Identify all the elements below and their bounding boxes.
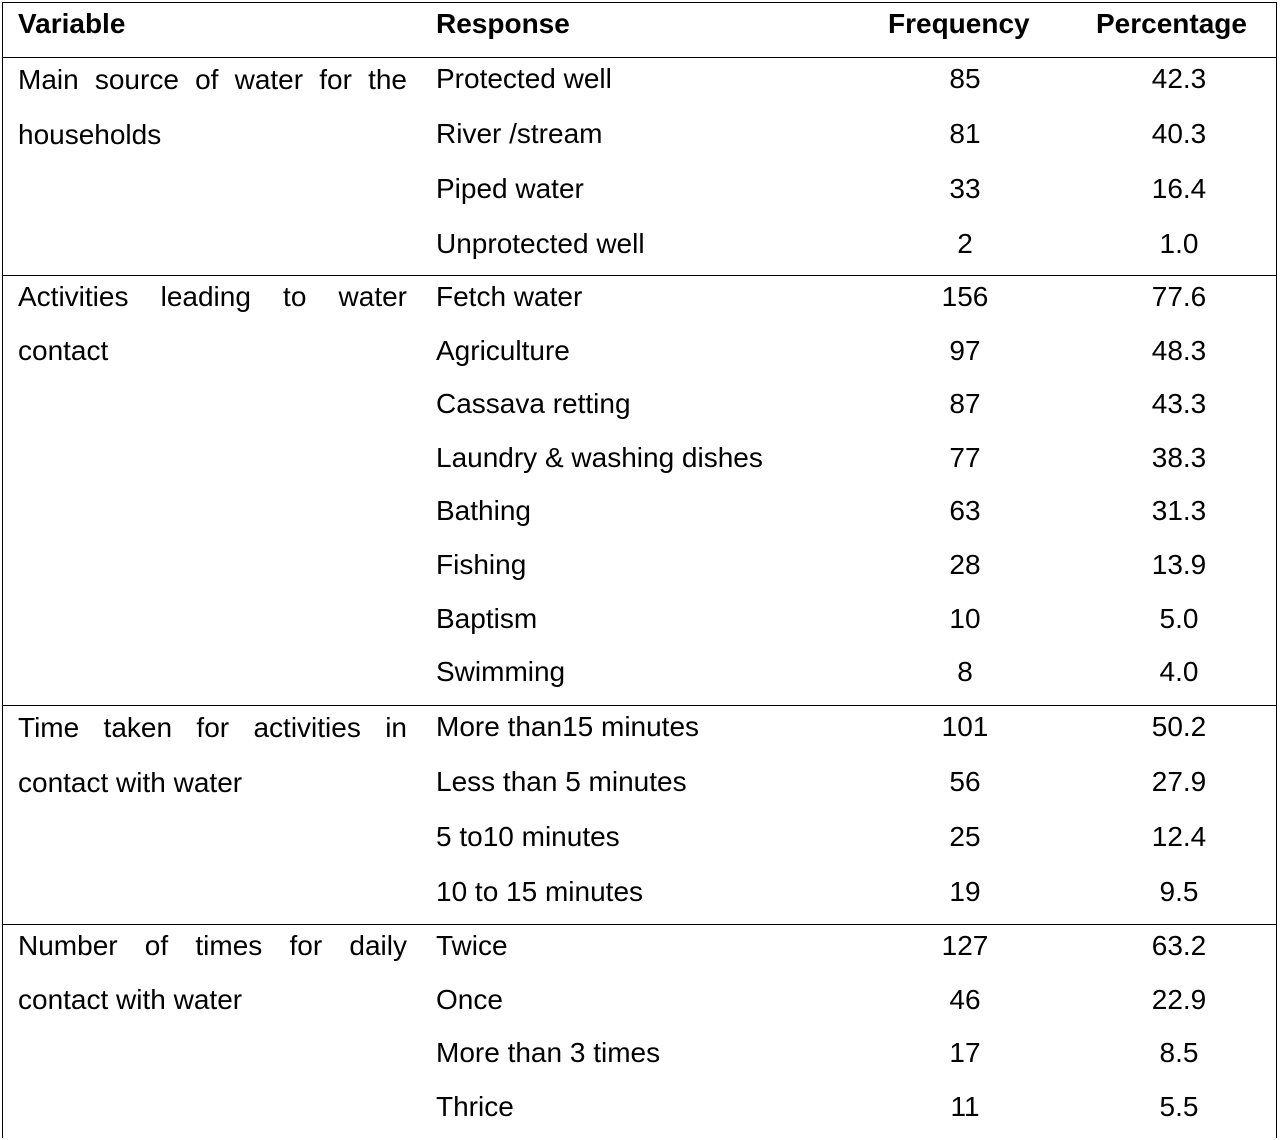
table-group [3,276,1276,706]
variable-cell: Number of times for daily contact with water [18,930,407,1015]
response-cell: Cassava retting [436,388,631,420]
frequency-cell: 8 [957,656,973,688]
percentage-cell: 42.3 [1151,63,1207,94]
header-variable: Variable [18,8,126,39]
percentage-cell: 50.2 [1151,711,1207,742]
frequency-cell: 25 [949,821,981,852]
response-cell: Fishing [436,549,527,580]
percentage-cell: 43.3 [1151,388,1207,420]
response-cell: Unprotected well [436,228,645,259]
frequency-cell: 33 [949,173,981,204]
percentage-cell: 48.3 [1151,334,1207,366]
percentage-cell: 4.0 [1159,656,1199,688]
response-cell: Twice [436,930,508,961]
frequency-cell: 63 [949,495,981,527]
response-cell: Swimming [436,656,566,688]
frequency-cell: 11 [950,1090,980,1122]
frequency-cell: 19 [949,876,981,907]
response-cell: Once [436,983,503,1015]
frequency-cell: 17 [949,1037,981,1068]
response-cell: More than 3 times [436,1037,661,1068]
response-cell: Protected well [436,63,612,94]
data-table [2,2,1277,1138]
frequency-cell: 81 [949,118,981,149]
frequency-cell: 156 [941,281,989,312]
percentage-cell: 16.4 [1151,173,1207,204]
table-group [3,925,1276,1139]
response-cell: Bathing [436,495,531,527]
percentage-cell: 63.2 [1151,930,1207,961]
response-cell: 5 to10 minutes [436,821,620,852]
frequency-cell: 46 [949,983,981,1015]
frequency-cell: 127 [941,930,989,961]
percentage-cell: 5.0 [1159,602,1199,634]
response-cell: Laundry & washing dishes [436,441,763,473]
percentage-cell: 40.3 [1151,118,1207,149]
variable-cell: Activities leading to water contact [18,281,407,366]
frequency-cell: 2 [957,228,973,259]
table-group [3,706,1276,925]
frequency-cell: 28 [949,549,981,580]
header-response: Response [436,8,570,39]
frequency-cell: 10 [949,602,981,634]
response-cell: Fetch water [436,281,583,312]
table-group [3,58,1276,276]
percentage-cell: 38.3 [1151,441,1207,473]
header-percentage: Percentage [1096,8,1247,39]
percentage-cell: 31.3 [1151,495,1207,527]
response-cell: Baptism [436,602,538,634]
variable-cell: Main source of water for the households [18,64,407,150]
response-cell: More than15 minutes [436,711,700,742]
percentage-cell: 5.5 [1159,1090,1199,1122]
response-cell: Agriculture [436,334,570,366]
percentage-cell: 13.9 [1151,549,1207,580]
percentage-cell: 12.4 [1151,821,1207,852]
table-header [3,3,1276,58]
frequency-cell: 101 [941,711,989,742]
frequency-cell: 87 [949,388,981,420]
frequency-cell: 56 [949,766,981,797]
response-cell: Piped water [436,173,584,204]
frequency-cell: 97 [949,334,981,366]
header-frequency: Frequency [888,8,1030,39]
percentage-cell: 9.5 [1159,876,1199,907]
response-cell: Less than 5 minutes [436,766,687,797]
percentage-cell: 1.0 [1159,228,1199,259]
variable-cell: Time taken for activities in contact with water [18,712,407,798]
response-cell: 10 to 15 minutes [436,876,644,907]
response-cell: Thrice [436,1090,514,1122]
frequency-cell: 85 [949,63,981,94]
percentage-cell: 77.6 [1151,281,1207,312]
response-cell: River /stream [436,118,603,149]
percentage-cell: 8.5 [1159,1037,1199,1068]
frequency-cell: 77 [949,441,981,473]
percentage-cell: 27.9 [1151,766,1207,797]
percentage-cell: 22.9 [1151,983,1207,1015]
